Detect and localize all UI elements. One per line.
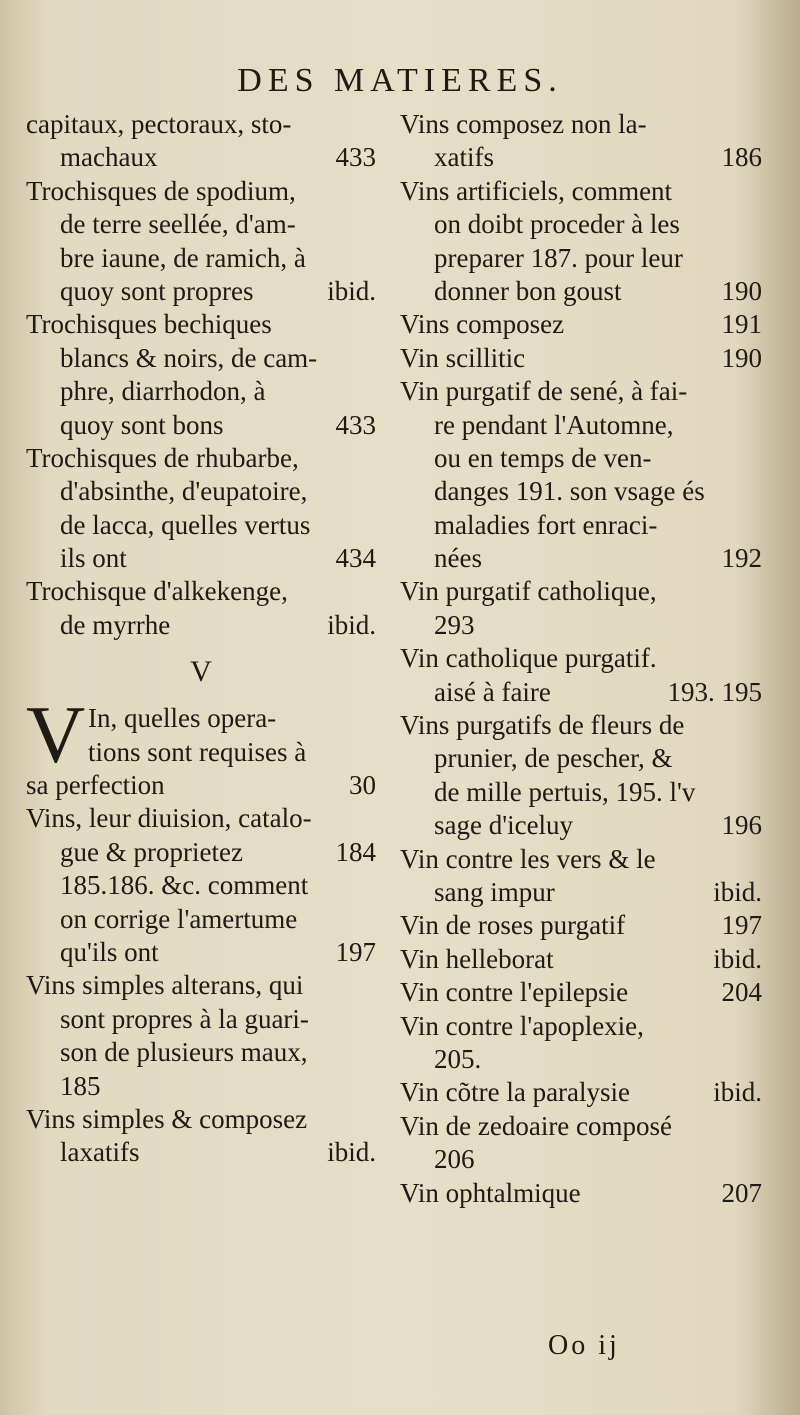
entry-text: qu'ils ont (60, 936, 159, 967)
index-line (400, 776, 762, 809)
index-line (400, 1110, 762, 1143)
page-number: 204 (721, 977, 762, 1008)
index-line (26, 509, 376, 542)
index-line (26, 1036, 376, 1069)
index-line (400, 1076, 762, 1109)
entry-text: ils ont (60, 543, 127, 574)
page-number: 196 (721, 810, 762, 841)
entry-text: bre iaune, de ramich, à (60, 242, 306, 273)
entry-text: Vin purgatif catholique, (400, 576, 657, 607)
index-line (26, 1070, 376, 1103)
entry-text: re pendant l'Automne, (434, 409, 674, 440)
index-line (400, 876, 762, 909)
entry-text: d'absinthe, d'eupatoire, (60, 476, 308, 507)
page-number: 433 (335, 142, 376, 173)
index-line (400, 575, 762, 608)
index-line (26, 475, 376, 508)
dropcap-letter: V (26, 689, 86, 781)
running-header: DES MATIERES. (237, 62, 563, 99)
page-number: 190 (721, 275, 762, 306)
index-line (400, 442, 762, 475)
section-letter: V (190, 655, 212, 689)
index-line (26, 375, 376, 408)
entry-text: quoy sont propres (60, 275, 254, 306)
index-line (400, 175, 762, 208)
entry-text: 205. (434, 1043, 482, 1074)
entry-text: donner bon goust (434, 275, 622, 306)
index-line (26, 108, 376, 141)
entry-text: xatifs (434, 142, 494, 173)
index-line (400, 509, 762, 542)
index-line (26, 769, 376, 802)
entry-text: Vins purgatifs de fleurs de (400, 710, 685, 741)
index-line (400, 1177, 762, 1210)
index-line (88, 736, 376, 769)
index-line (400, 141, 762, 174)
entry-text: de lacca, quelles vertus (60, 509, 311, 540)
index-line (26, 575, 376, 608)
entry-text: laxatifs (60, 1137, 140, 1168)
index-entries-v (26, 769, 376, 1170)
index-entries-t (26, 108, 376, 642)
entry-text: Vin catholique purgatif. (400, 643, 657, 674)
entry-text: Vin cõtre la paralysie (400, 1077, 631, 1108)
index-line (400, 1143, 762, 1176)
entry-text: on corrige l'amertume (60, 903, 298, 934)
entry-text: sont propres à la guari- (60, 1003, 309, 1034)
entry-text: nées (434, 543, 482, 574)
page-number: ibid. (713, 1077, 762, 1108)
page-number: 197 (721, 910, 762, 941)
index-line (26, 275, 376, 308)
index-line (26, 308, 376, 341)
index-line (400, 375, 762, 408)
entry-text: Vin contre l'epilepsie (400, 977, 629, 1008)
page-number: 186 (721, 142, 762, 173)
index-line (26, 802, 376, 835)
index-line (400, 742, 762, 775)
page-number: 191 (721, 309, 762, 340)
entry-text: quoy sont bons (60, 409, 224, 440)
entry-text: Trochisques de rhubarbe, (26, 442, 299, 473)
entry-text: danges 191. son vsage és (434, 476, 705, 507)
entry-text: on doibt proceder à les (434, 209, 680, 240)
index-line (26, 869, 376, 902)
entry-text: Vin scillitic (400, 342, 526, 373)
index-line (400, 976, 762, 1009)
entry-text: In, quelles opera- (88, 703, 277, 734)
page-number: ibid. (327, 275, 376, 306)
page-number: 197 (335, 936, 376, 967)
entry-text: tions sont requises à (88, 736, 307, 767)
index-line (400, 843, 762, 876)
page-number: ibid. (327, 1137, 376, 1168)
index-line (26, 442, 376, 475)
entry-text: Vin contre les vers & le (400, 843, 656, 874)
entry-text: 185.186. &c. comment (60, 870, 309, 901)
entry-text: Vin de roses purgatif (400, 910, 626, 941)
index-line (26, 1136, 376, 1169)
page-number: 192 (721, 543, 762, 574)
entry-text: prunier, de pescher, & (434, 743, 673, 774)
index-line (400, 108, 762, 141)
page-number: 434 (335, 543, 376, 574)
index-line (400, 1010, 762, 1043)
entry-text: Vin ophtalmique (400, 1177, 581, 1208)
index-line (26, 1003, 376, 1036)
page-number: ibid. (327, 609, 376, 640)
entry-text: sage d'iceluy (434, 810, 574, 841)
index-line (400, 609, 762, 642)
index-line (400, 709, 762, 742)
entry-text: Vins, leur diuision, catalo- (26, 803, 312, 834)
entry-text: blancs & noirs, de cam- (60, 342, 318, 373)
index-line (26, 409, 376, 442)
index-line (400, 242, 762, 275)
entry-text: 206 (434, 1144, 475, 1175)
entry-text: preparer 187. pour leur (434, 242, 683, 273)
page-number: 207 (721, 1177, 762, 1208)
left-column (26, 108, 376, 1170)
entry-text: Vin helleborat (400, 943, 554, 974)
entry-text: ou en temps de ven- (434, 442, 652, 473)
index-line (400, 275, 762, 308)
index-line (26, 936, 376, 969)
entry-text: Vin purgatif de sené, à fai- (400, 376, 688, 407)
right-column (400, 108, 762, 1210)
entry-text: gue & proprietez (60, 836, 243, 867)
index-line (400, 809, 762, 842)
entry-text: de mille pertuis, 195. l'v (434, 776, 696, 807)
entry-text: machaux (60, 142, 158, 173)
page-number: ibid. (713, 876, 762, 907)
index-line (26, 242, 376, 275)
index-line (26, 208, 376, 241)
entry-text: maladies fort enraci- (434, 509, 658, 540)
index-line (26, 969, 376, 1002)
page-number: 190 (721, 342, 762, 373)
entry-text: 293 (434, 609, 475, 640)
entry-text: capitaux, pectoraux, sto- (26, 109, 292, 139)
entry-text: de terre seellée, d'am- (60, 209, 296, 240)
entry-text: 185 (60, 1070, 101, 1101)
index-line (88, 702, 376, 735)
index-line (400, 342, 762, 375)
page-number: 193. 195 (667, 676, 762, 707)
index-line (400, 676, 762, 709)
index-line (400, 642, 762, 675)
index-line (400, 542, 762, 575)
dropcap-text (88, 702, 376, 769)
entry-text: son de plusieurs maux, (60, 1037, 308, 1068)
index-line (400, 208, 762, 241)
entry-text: Trochisques de spodium, (26, 175, 296, 206)
entry-text: de myrrhe (60, 609, 171, 640)
page-number: 433 (335, 409, 376, 440)
index-line (400, 909, 762, 942)
index-line (26, 836, 376, 869)
entry-text: Vins composez non la- (400, 109, 647, 139)
index-line (26, 609, 376, 642)
signature-mark: Oo ij (548, 1330, 620, 1361)
index-line (26, 342, 376, 375)
entry-text: Vins artificiels, comment (400, 175, 673, 206)
entry-text: phre, diarrhodon, à (60, 376, 266, 407)
dropcap-entry (26, 689, 376, 781)
entry-text: Vin contre l'apoplexie, (400, 1010, 644, 1041)
entry-text: sa perfection (26, 770, 165, 801)
page-number: 30 (349, 770, 376, 801)
index-line (400, 409, 762, 442)
index-line (400, 475, 762, 508)
index-line (26, 542, 376, 575)
page-number: 184 (335, 836, 376, 867)
entry-text: Vin de zedoaire composé (400, 1110, 673, 1141)
page-number: ibid. (713, 943, 762, 974)
index-entries-v-cont (400, 108, 762, 1210)
index-line (400, 943, 762, 976)
entry-text: Vins composez (400, 309, 565, 340)
entry-text: Trochisques bechiques (26, 309, 272, 340)
index-line (400, 308, 762, 341)
index-line (26, 175, 376, 208)
entry-text: sang impur (434, 876, 555, 907)
index-line (26, 903, 376, 936)
entry-text: Trochisque d'alkekenge, (26, 576, 288, 607)
index-line (26, 141, 376, 174)
index-line (400, 1043, 762, 1076)
entry-text: Vins simples alterans, qui (26, 970, 304, 1001)
entry-text: aisé à faire (434, 676, 551, 707)
entry-text: Vins simples & composez (26, 1103, 308, 1134)
index-line (26, 1103, 376, 1136)
